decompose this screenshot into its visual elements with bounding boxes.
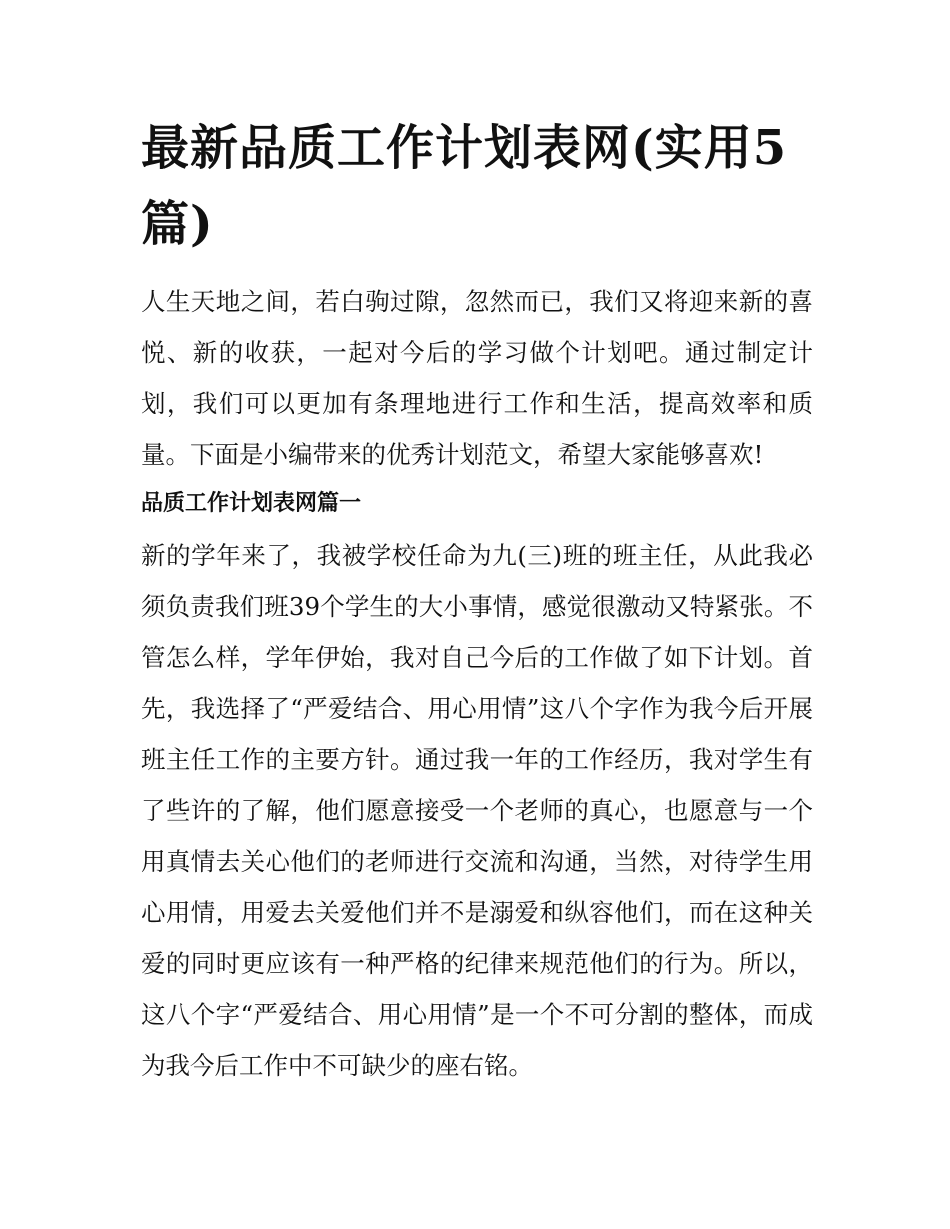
section-heading: 品质工作计划表网篇一 — [141, 490, 362, 516]
intro-paragraph: 人生天地之间，若白驹过隙，忽然而已，我们又将迎来新的喜悦、新的收获，一起对今后的学习做个计划吧。通过制定计划，我们可以更加有条理地进行工作和生活，提高效率和质量。下面是小编带来的优秀计划范文，希望大家能够喜欢! — [141, 287, 813, 469]
document-title: 最新品质工作计划表网(实用5篇) — [141, 120, 788, 252]
body-paragraph: 新的学年来了，我被学校任命为九(三)班的班主任，从此我必须负责我们班39个学生的大小事情，感觉很激动又特紧张。不管怎么样，学年伊始，我对自己今后的工作做了如下计划。首先，我选择了“严爱结合、用心用情”这八个字作为我今后开展班主任工作的主要方针。通过我一年的工作经历，我对学生有了些许的了解，他们愿意接受一个老师的真心，也愿意与一个用真情去关心他们的老师进行交流和沟通，当然，对待学生用心用情，用爱去关爱他们并不是溺爱和纵容他们，而在这种关爱的同时更应该有一种严格的纪律来规范他们的行为。所以，这八个字“严爱结合、用心用情”是一个不可分割的整体，而成为我今后工作中不可缺少的座右铭。 — [141, 541, 813, 1080]
